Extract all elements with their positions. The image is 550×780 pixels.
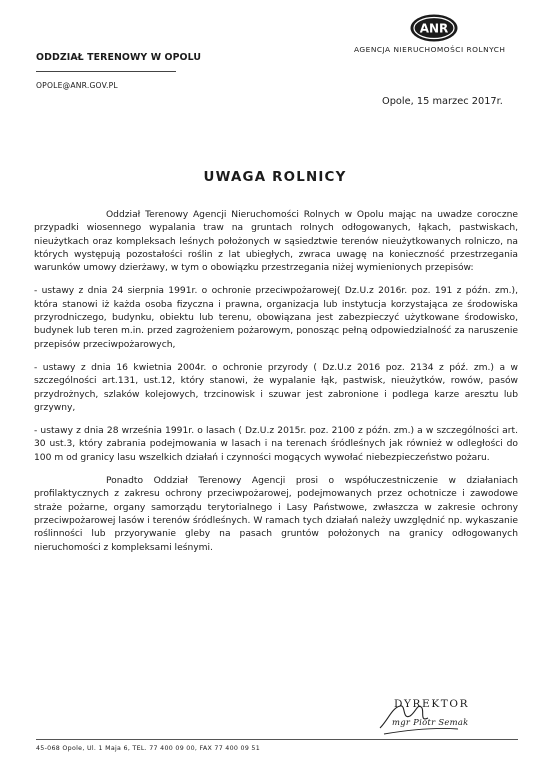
- regulation-item-forests: - ustawy z dnia 28 września 1991r. o lasach ( Dz.U.z 2015r. poz. 2100 z późn. zm.) a w szczególności art. 30 ust.3, który zabrania podejmowania w lasach i na terenach śródleśnych jak również w odległości do 100 m od granicy lasu wszelkich działań i czynności mogących wywołać niebezpieczeństwo pożaru.: [34, 426, 518, 463]
- svg-text:ANR: ANR: [419, 21, 449, 36]
- footer-address: 45-068 Opole, Ul. 1 Maja 6, TEL. 77 400 09 00, FAX 77 400 09 51: [36, 745, 261, 752]
- letter-body: [34, 209, 518, 565]
- office-block: [36, 52, 201, 90]
- office-name: ODDZIAŁ TERENOWY W OPOLU: [36, 52, 202, 63]
- office-email: OPOLE@ANR.GOV.PL: [36, 81, 118, 90]
- intro-paragraph: Oddział Terenowy Agencji Nieruchomości Rolnych w Opolu mając na uwadze coroczne przypadki wiosennego wypalania traw na gruntach rolnych odłogowanych, łąkach, pastwiskach, nieużytkach oraz kompleksach leśnych położonych w sąsiedztwie terenów nieużytkowanych rolniczo, na których występują pozostałości roślin z lat ubiegłych, zwraca uwagę na konieczność przestrzegania warunków umowy dzierżawy, w tym o obowiązku przestrzegania niżej wymienionych przepisów:: [34, 210, 518, 274]
- agency-name: AGENCJA NIERUCHOMOŚCI ROLNYCH: [354, 45, 506, 54]
- regulation-item-fire-protection: - ustawy z dnia 24 sierpnia 1991r. o ochronie przeciwpożarowej( Dz.U.z 2016r. poz. 191 z późn. zm.), która stanowi iż każda osoba fizyczna i prawna, organizacja lub instytucja korzystająca ze środowiska przyrodniczego, budynku, obiektu lub terenu, obowiązana jest zabezpieczyć użytkowane środowisko, budynek lub teren m.in. przed zagrożeniem pożarowym, ponosząc pełną odpowiedzialność za naruszenie przepisów przeciwpożarowych,: [34, 286, 518, 350]
- closing-paragraph: Ponadto Oddział Terenowy Agencji prosi o współuczestniczenie w działaniach profilaktycznych z zakresu ochrony przeciwpożarowej, podejmowanych przez ochotnicze i zawodowe straże pożarne, organy samorządu terytorialnego i Lasy Państwowe, zwłaszcza w zakresie ochrony przeciwpożarowej lasów i terenów śródleśnych. W ramach tych działań należy uwzględnić np. wykaszanie roślinności lub przyorywanie gleby na pasach gruntów położonych na granicy odłogowanych nieruchomości z kompleksami leśnymi.: [34, 476, 518, 553]
- header-rule: [36, 71, 176, 72]
- regulation-item-nature-protection: - ustawy z dnia 16 kwietnia 2004r. o ochronie przyrody ( Dz.U.z 2016 poz. 2134 z póź. zm.) a w szczególności art.131, ust.12, który stanowi, że wypalanie łąk, pastwisk, nieużytków, rowów, pasów przydrożnych, szlaków kolejowych, trzcinowisk i szuwar jest zabronione i podlega karze aresztu lub grzywny,: [34, 362, 518, 413]
- anr-logo: [409, 13, 459, 43]
- letter-date: Opole, 15 marzec 2017r.: [382, 96, 503, 107]
- signature-block: [362, 694, 532, 738]
- signatory-title: DYREKTOR: [394, 698, 470, 710]
- handwritten-signature: [362, 694, 532, 738]
- signatory-name: mgr Piotr Semak: [392, 717, 469, 727]
- document-title: UWAGA ROLNICY: [203, 170, 347, 185]
- footer-rule: [36, 739, 518, 740]
